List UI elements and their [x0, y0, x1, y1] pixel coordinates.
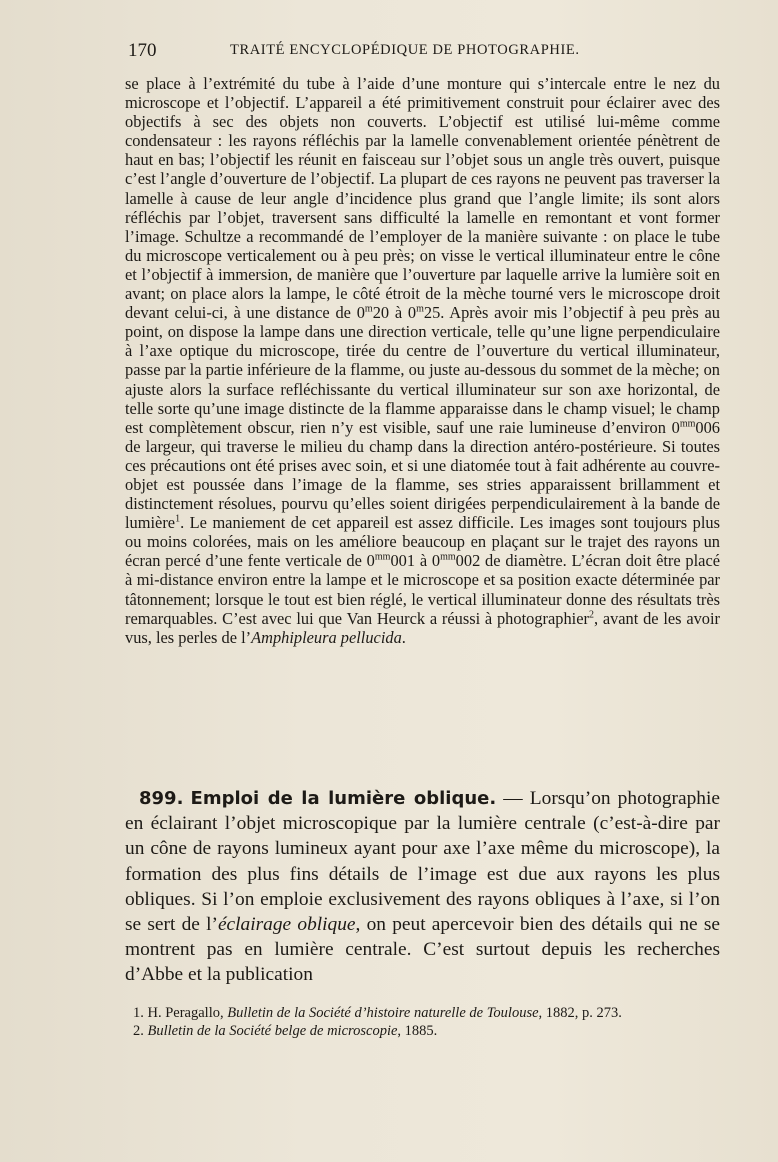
- section-899: [125, 786, 720, 988]
- text-run: 002 de diamètre. L’écran doit être placé à mi-distance environ entre la lampe et le microscope et sa position exacte déterminée par tâtonnement; lorsque le tout est bien réglé, le vertical illuminateur donne des résultats très remarquables. C’est avec lui que Van Heurck a réussi à photographier: [125, 551, 721, 628]
- footnote-details: , 1885.: [397, 1023, 438, 1039]
- footnote-journal: Bulletin de la Société d’histoire naturelle de Toulouse: [227, 1005, 539, 1021]
- section-number: 899.: [139, 788, 184, 809]
- text-run: . Le maniement de cet appareil est assez difficile. Les images sont toujours plus ou moins colorées, mais on les améliore beaucoup en plaçant sur le trajet des rayons un écran percé d’une fente verticale de 0: [125, 513, 720, 571]
- footnote-marker: 1.: [133, 1005, 144, 1021]
- page-header: [128, 40, 718, 64]
- unit-superscript: mm: [374, 551, 391, 563]
- text-run: 25. Après avoir mis l’objectif à peu près au point, on dispose la lampe dans une direction verticale, telle qu’une ligne perpendiculaire à l’axe optique du microscope, tirée du centre de l’ouverture du vertical illuminateur, passe par la partie inférieure de la flamme, ou juste au-dessous du sommet de la mèche; on ajuste alors la surface refléchissante du vertical illuminateur sur son axe horizontal, de telle sorte qu’une image distincte de la flamme apparaisse dans le champ visuel; le champ est complètement obscur, rien n’y est visible, sauf une raie lumineuse d’environ 0: [125, 303, 720, 437]
- unit-superscript: m: [416, 303, 424, 315]
- unit-superscript: m: [364, 303, 373, 315]
- text-run: 001 à 0: [390, 551, 441, 571]
- footnote-ref: 2: [588, 609, 594, 621]
- text-run: .: [401, 627, 406, 647]
- italic-term: éclairage oblique: [217, 914, 356, 936]
- body-text: [125, 74, 720, 647]
- footnote-journal: Bulletin de la Société belge de microscopie: [147, 1023, 398, 1039]
- species-name: Amphipleura pellucida: [251, 627, 402, 647]
- footnote-author: H. Peragallo,: [147, 1005, 228, 1021]
- text-run: Lorsqu’on photographie en éclairant l’objet microscopique par la lumière centrale (c’est-à-dire par un cône de rayons lumineux ayant pour axe l’axe même du microscope), la formation des plus fins détails de l’image est due aux rayons les plus obliques. Si l’on emploie exclusivement des rayons obliques à l’axe, si l’on se sert de l’: [125, 788, 720, 936]
- text-run: se place à l’extrémité du tube à l’aide d’une monture qui s’intercale entre le nez du microscope et l’objectif. L’appareil a été primitivement construit pour éclairer avec des objectifs à sec des objets non couverts. L’objectif est utilisé lui-même comme condensateur : les rayons réfléchis par la lamelle convenablement orientée pénètrent de haut en bas; l’objectif les réunit en faisceau sur l’objet sous un angle très ouvert, puisque c’est l’angle d’ouverture de l’objectif. La plupart de ces rayons ne peuvent pas traverser la lamelle à cause de leur angle d’incidence plus grand que l’angle limite; ils sont alors réfléchis par l’objet, traversent sans difficulté la lamelle en remontant et vont former l’image. Schultze a recommandé de l’employer de la manière suivante : on place le tube du microscope verticalement ou à peu près; on visse le vertical illuminateur entre le cône et l’objectif à immersion, de manière que l’ouverture par laquelle arrive la lumière soit en avant; on place alors la lampe, le côté étroit de la mèche tourné vers le microscope droit devant celui-ci, à une distance de 0: [125, 74, 720, 323]
- footnote-1: [133, 1004, 723, 1022]
- page-number: 170: [128, 40, 157, 61]
- unit-superscript: mm: [679, 418, 696, 430]
- footnotes: [133, 1004, 723, 1040]
- section-paragraph: [125, 786, 720, 988]
- text-run: 20 à 0: [372, 303, 417, 323]
- title-dash: —: [496, 788, 530, 809]
- section-title: Emploi de la lumière oblique.: [190, 788, 497, 809]
- text-run: , avant de les avoir vus, les perles de l’: [125, 608, 721, 647]
- footnote-2: [133, 1022, 723, 1040]
- footnote-ref: 1: [175, 513, 181, 525]
- text-run: , on peut apercevoir bien des détails qui ne se montrent pas en lumière centrale. C’est surtout depuis les recherches d’Abbe et la publication: [125, 914, 720, 986]
- running-title: TRAITÉ ENCYCLOPÉDIQUE DE PHOTOGRAPHIE.: [230, 42, 580, 58]
- footnote-details: , 1882, p. 273.: [538, 1005, 622, 1021]
- body-paragraph: [125, 74, 720, 647]
- footnote-marker: 2.: [133, 1023, 144, 1039]
- unit-superscript: mm: [440, 551, 456, 563]
- text-run: 006 de largeur, qui traverse le milieu du champ dans la direction antéro-postérieure. Si toutes ces précautions ont été prises avec soin, et si une diatomée tout à fait adhérente au couvre-objet est poussée dans l’image de la flamme, ses stries apparaissent brillamment et distinctement résolues, pourvu qu’elles soient dirigées perpendiculairement à la bande de lumière: [125, 417, 720, 533]
